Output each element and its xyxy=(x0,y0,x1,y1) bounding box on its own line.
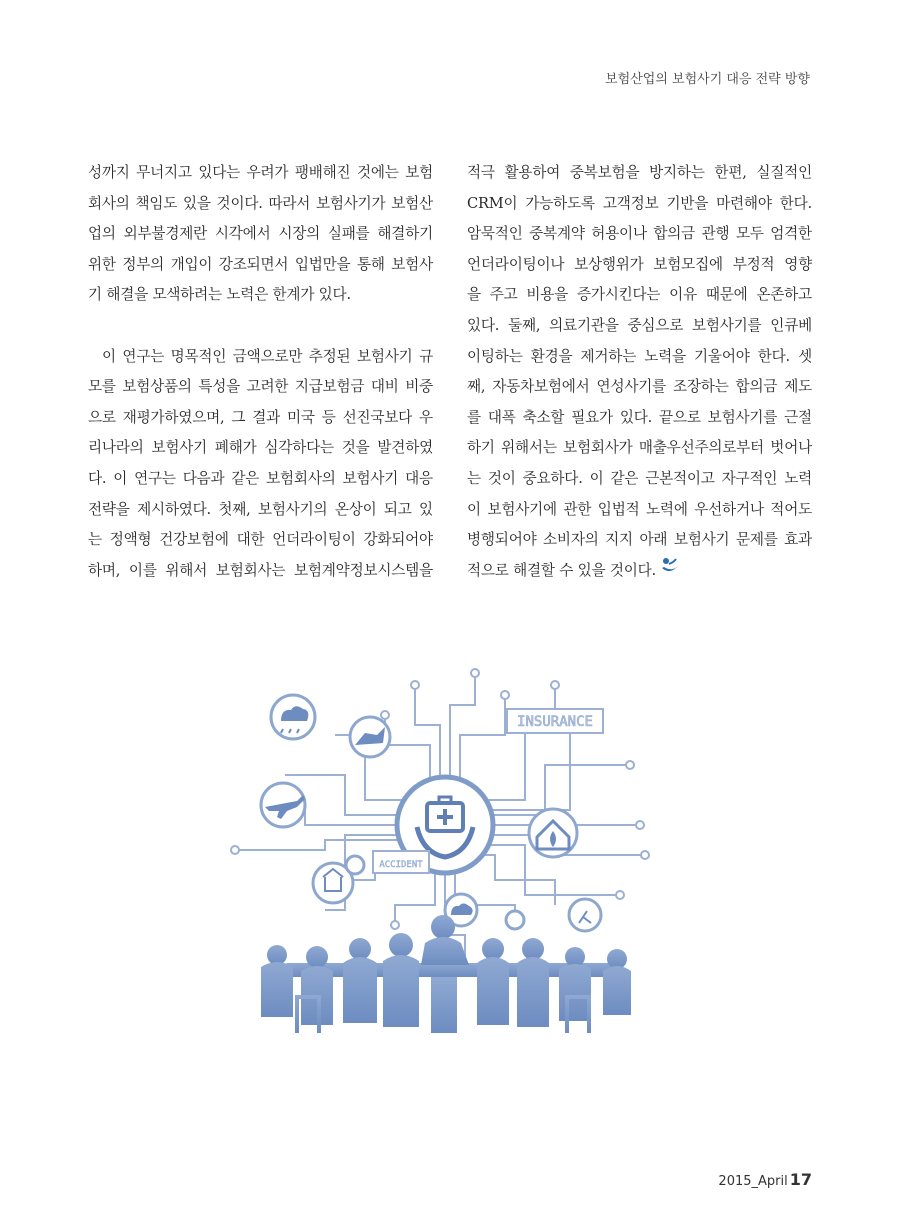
word: 합의금 xyxy=(735,378,778,396)
word: 다. xyxy=(88,469,107,487)
word: 지지 xyxy=(605,531,633,549)
word: 방지하는 xyxy=(649,164,705,181)
word: 등 xyxy=(321,408,336,426)
paragraph-1 xyxy=(88,158,433,311)
person xyxy=(603,949,631,1015)
word: 첫째, xyxy=(218,500,251,518)
word: 둘째, xyxy=(508,316,541,334)
word: 다음과 xyxy=(182,469,225,487)
word: 비용을 xyxy=(526,286,569,304)
word: 보험사기 xyxy=(356,347,413,365)
word: 언더라이팅이 xyxy=(272,531,356,549)
word: 대비 xyxy=(370,378,399,396)
word: 중복계약 xyxy=(529,225,585,243)
word: CRM이 xyxy=(467,194,518,212)
word: 시각에서 xyxy=(214,225,271,243)
word: 규 xyxy=(419,347,433,365)
issue-label: 2015_April xyxy=(718,1174,788,1189)
word: 보험사기를 xyxy=(707,408,778,426)
word: 심각하다는 xyxy=(264,439,334,457)
word: 온상이 xyxy=(334,500,377,518)
word: 축소할 xyxy=(522,408,565,426)
word: 인큐베 xyxy=(770,316,812,334)
business-meeting-silhouette xyxy=(261,915,631,1033)
word: 보험사 xyxy=(391,255,433,273)
word: 위해서 xyxy=(165,561,208,579)
word: 같은 xyxy=(610,469,639,487)
word: 셋 xyxy=(798,347,812,365)
word: 부정적 xyxy=(732,255,775,273)
word: 이 xyxy=(102,347,116,365)
running-title: 보험산업의 보험사기 대응 전략 방향 xyxy=(605,72,810,87)
word: 강화되어야 xyxy=(363,531,433,549)
word: 연구는 xyxy=(122,347,165,365)
word: 금액으로만 xyxy=(232,347,303,365)
right-column xyxy=(467,158,812,586)
word: 책임도 xyxy=(135,194,178,212)
word: 보험사기를 xyxy=(691,316,762,334)
word: 한다. xyxy=(757,347,790,365)
left-column xyxy=(88,158,433,586)
word: 활용하여 xyxy=(504,164,561,181)
word: 것이 xyxy=(487,469,516,487)
word: 결과 xyxy=(252,408,281,426)
word: 노력을 xyxy=(644,347,686,365)
word: 지급보험금 xyxy=(294,378,365,396)
word: 적어도 xyxy=(770,500,812,518)
word: 관한 xyxy=(563,500,592,518)
word: 명목적인 xyxy=(170,347,227,365)
person xyxy=(559,947,591,1021)
person xyxy=(477,938,509,1025)
word: 보상행위가 xyxy=(574,255,644,273)
word: 의료기관을 xyxy=(549,316,619,334)
word: 노력 xyxy=(784,469,812,487)
word: 째, xyxy=(467,378,486,396)
word: 때문에 xyxy=(705,286,748,304)
person xyxy=(517,938,549,1027)
word: 통해 xyxy=(356,255,385,273)
word: 실패를 xyxy=(327,225,370,243)
end-mark-icon xyxy=(660,556,680,576)
text-line: 기 해결을 모색하려는 노력은 한계가 있다. xyxy=(88,286,351,304)
word: 그 xyxy=(231,408,246,426)
person xyxy=(383,933,419,1027)
word: 제거하는 xyxy=(580,347,637,365)
word: 보험사기가 xyxy=(315,194,386,212)
word: 제도 xyxy=(784,378,812,396)
word: 있다는 xyxy=(198,164,241,181)
word: 대한 xyxy=(236,531,265,549)
word: 영향 xyxy=(784,255,812,273)
word: 것이다. xyxy=(216,194,263,212)
word: 가능하도록 xyxy=(525,194,595,212)
word: 를 xyxy=(467,408,481,426)
word: 하며, xyxy=(88,561,121,579)
word: 무너지고 xyxy=(136,164,192,181)
word: 있 xyxy=(419,500,433,518)
car-accident-icon xyxy=(350,717,390,757)
word: 효과 xyxy=(784,531,812,549)
word: 필요가 xyxy=(571,408,613,426)
word: 허용이나 xyxy=(591,225,647,243)
word: 보험모집에 xyxy=(653,255,723,273)
word: 는 xyxy=(467,469,481,487)
word: 대응 xyxy=(405,469,433,487)
word: 근절 xyxy=(784,408,812,426)
word: 는 xyxy=(88,531,102,549)
word: 보험사기에 xyxy=(487,500,557,518)
insurance-label: INSURANCE xyxy=(517,714,593,730)
word: 관행 xyxy=(701,225,730,243)
word: 강조되면서 xyxy=(218,255,289,273)
word: 암묵적인 xyxy=(467,225,523,243)
word: 것에는 xyxy=(356,164,399,181)
word: 벗어나 xyxy=(770,439,812,457)
word: 주고 xyxy=(489,286,518,304)
word: 모를 xyxy=(88,378,116,396)
word: 보험상품의 xyxy=(122,378,192,396)
word: 이팅하는 xyxy=(467,347,523,365)
word: 온존하고 xyxy=(756,286,812,304)
word: 병행되어야 xyxy=(467,531,537,549)
word: 정액형 xyxy=(109,531,152,549)
word: 제시하였다. xyxy=(137,500,211,518)
page-footer xyxy=(718,1170,812,1189)
word: 보험회사의 xyxy=(266,469,336,487)
word: 있다. xyxy=(467,316,500,334)
word: 언더라이팅이나 xyxy=(467,255,565,273)
word: 되고 xyxy=(383,500,412,518)
word: 있다. xyxy=(619,408,653,426)
word: 노력에 xyxy=(646,500,688,518)
word: 적극 xyxy=(467,164,495,181)
weather-icon xyxy=(271,695,315,739)
word: 이유 xyxy=(669,286,697,304)
word: 아래 xyxy=(639,531,668,549)
word: 재평가하였으며, xyxy=(122,408,225,426)
word: 중복보험을 xyxy=(569,164,640,181)
word: 합의금 xyxy=(653,225,696,243)
word: 연구는 xyxy=(134,469,176,487)
word: 보험사기 xyxy=(673,531,730,549)
word: 자구적인 xyxy=(721,469,778,487)
word: 해결하기 xyxy=(377,225,433,243)
word: 위한 xyxy=(88,255,116,273)
word: 우 xyxy=(419,408,433,426)
word: 이 xyxy=(113,469,128,487)
word: 고객정보 xyxy=(602,194,659,212)
word: 중심으로 xyxy=(627,316,684,334)
word: 모두 xyxy=(735,225,764,243)
word: 개입이 xyxy=(170,255,213,273)
word: 외부불경제란 xyxy=(123,225,208,243)
word: 한편, xyxy=(714,164,747,181)
word: 위해서는 xyxy=(501,439,557,457)
word: 폐해가 xyxy=(214,439,257,457)
accident-label: ACCIDENT xyxy=(379,860,423,870)
word: 조장하는 xyxy=(673,378,729,396)
word: 보험 xyxy=(405,164,433,181)
word: 비중 xyxy=(405,378,433,396)
word: 성까지 xyxy=(88,164,130,181)
word: 특성을 xyxy=(198,378,241,396)
page-number: 17 xyxy=(789,1170,812,1189)
word: 보험산 xyxy=(391,194,433,212)
word: 보험사기의 xyxy=(257,500,328,518)
word: 근본적이고 xyxy=(645,469,715,487)
word: 증가시킨다는 xyxy=(576,286,661,304)
person xyxy=(261,945,293,1017)
word: 선진국보다 xyxy=(342,408,413,426)
text-line: 적으로 해결할 수 있을 것이다. xyxy=(467,561,656,579)
word: 엄격한 xyxy=(770,225,812,243)
word: 보험사기 xyxy=(151,439,208,457)
word: 따라서 xyxy=(268,194,311,212)
word: 고려한 xyxy=(246,378,289,396)
word: 문제를 xyxy=(735,531,778,549)
word: 보험사기 xyxy=(342,469,399,487)
word: 기반을 xyxy=(666,194,709,212)
word: 실질적인 xyxy=(756,164,812,181)
slip-fall-icon xyxy=(569,899,601,931)
word: 하기 xyxy=(467,439,495,457)
word: 업의 xyxy=(88,225,116,243)
word: 것을 xyxy=(341,439,370,457)
word: 끝으로 xyxy=(659,408,701,426)
word: 정부의 xyxy=(122,255,165,273)
word: 추정된 xyxy=(308,347,351,365)
word: 팽배해진 xyxy=(294,164,351,181)
word: 시장의 xyxy=(278,225,321,243)
airplane-icon xyxy=(261,783,305,827)
word: 입법적 xyxy=(597,500,640,518)
word: 이를 xyxy=(128,561,157,579)
word: 소비자의 xyxy=(543,531,599,549)
word: 환경을 xyxy=(530,347,573,365)
word: 건강보험에 xyxy=(159,531,229,549)
word: 매출우선주의로부터 xyxy=(638,439,764,457)
word: 이 xyxy=(467,500,481,518)
word: 으로 xyxy=(88,408,116,426)
word: 대폭 xyxy=(487,408,516,426)
word: 보험회사가 xyxy=(563,439,633,457)
word: 자동차보험에서 xyxy=(492,378,590,396)
word: 중요하다. xyxy=(522,469,583,487)
word: 입법만을 xyxy=(294,255,351,273)
insurance-network-illustration xyxy=(225,665,655,1065)
word: 우려가 xyxy=(246,164,289,181)
person xyxy=(343,938,377,1023)
word: 미국 xyxy=(286,408,315,426)
word: 보험계약정보시스템을 xyxy=(293,561,433,579)
insurance-sign xyxy=(507,709,603,733)
accident-sign xyxy=(373,851,429,873)
word: 보험회사는 xyxy=(215,561,286,579)
word: 한다. xyxy=(779,194,812,212)
word: 연성사기를 xyxy=(596,378,667,396)
word: 우선하거나 xyxy=(694,500,764,518)
word: 리나라의 xyxy=(88,439,144,457)
paragraph-2 xyxy=(88,342,433,587)
word: 이 xyxy=(589,469,604,487)
word: 있을 xyxy=(182,194,211,212)
house-fire-icon xyxy=(529,809,577,857)
word: 회사의 xyxy=(88,194,130,212)
word: 마련해야 xyxy=(716,194,772,212)
word: 발견하였 xyxy=(377,439,433,457)
word: 같은 xyxy=(231,469,260,487)
word: 전략을 xyxy=(88,500,130,518)
word: 을 xyxy=(467,286,481,304)
word: 기울어야 xyxy=(694,347,750,365)
